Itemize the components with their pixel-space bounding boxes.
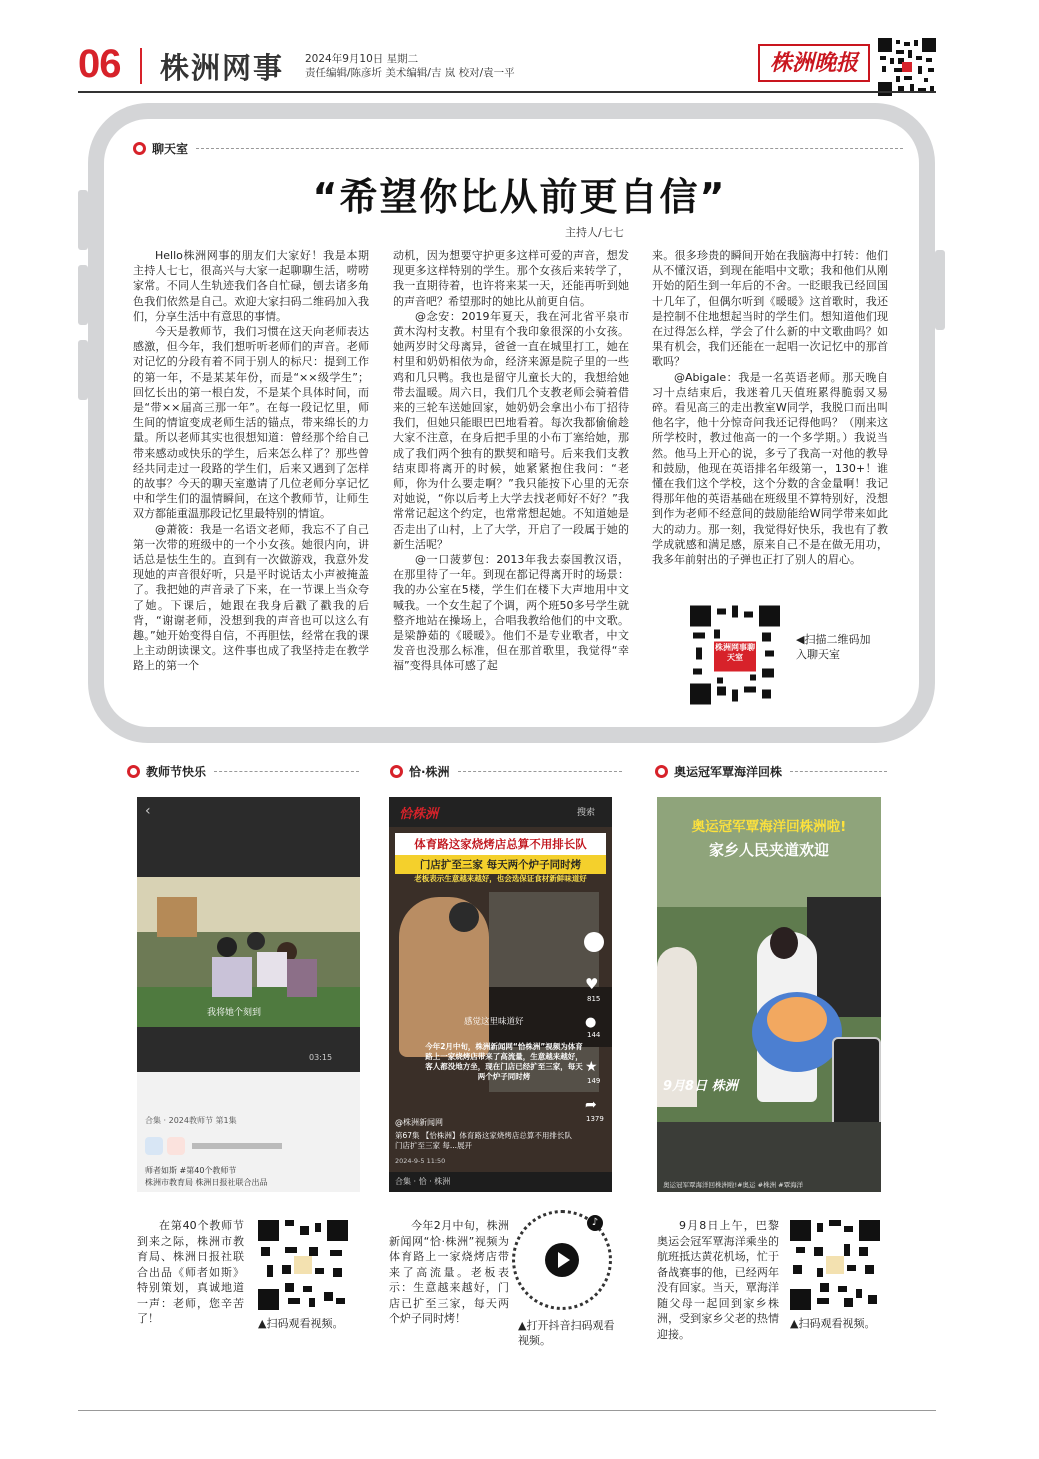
paragraph: @一口菠萝包：2013年我去泰国教汉语，在那里待了一年。到现在都记得离开时的场景：我的办公室在5楼，学生们在楼下大声地用中文喊我。一个女生起了个调，两个班50多号学生就整齐地站在操场上，合唱我教给他们的中文歌。是梁静茹的《暖暖》。他们不是专业歌者，中文发音也没那么标准，但在那首歌里，我觉得“幸福”变得具体可感了起: [393, 553, 629, 673]
qr-code-icon[interactable]: [878, 38, 936, 96]
section-tag-olympic: [655, 763, 887, 780]
footer-rule: [78, 1410, 936, 1411]
section-bullet-icon: [133, 142, 146, 155]
video-screenshot-olympic[interactable]: [657, 797, 881, 1192]
back-arrow-icon[interactable]: ‹: [145, 803, 151, 819]
emoji-icon[interactable]: [145, 1137, 163, 1155]
video-footer-tags: 师者如斯 #第40个教师节: [145, 1166, 237, 1175]
dashed-divider: [214, 771, 359, 772]
header-meta: [305, 52, 515, 80]
phone-side-button: [78, 265, 88, 325]
video-subtitle: 我将她个刻到: [207, 1008, 262, 1018]
paragraph: 动机，因为想要守护更多这样可爱的声音，想发现更多这样特别的学生。那个女孩后来转学了，我一直期待着，也许将来某一天，还能再听到她的声音吧？希望那时的她比从前更自信。: [393, 249, 629, 308]
page-number: 06: [78, 42, 121, 86]
section-bullet-icon: [127, 765, 140, 778]
emoji-icon[interactable]: [167, 1137, 185, 1155]
section-tag-label: 聊天室: [152, 142, 189, 156]
qr-code-icon[interactable]: [790, 1220, 880, 1310]
section-tag-teachers-day: [127, 763, 359, 780]
section-tag-label: 教师节快乐: [146, 765, 207, 779]
teachers-day-text: [137, 1218, 244, 1327]
video-screenshot-bbq[interactable]: [389, 797, 612, 1192]
video-subheadline: 家乡人民夹道欢迎: [708, 841, 829, 859]
video-footer-credit: 株洲市教育局 株洲日报社联合出品: [145, 1178, 268, 1187]
section-tag-label: 恰·株洲: [409, 765, 450, 779]
header-editors: 责任编辑/陈彦圻 美术编辑/吉 岚 校对/袁一平: [305, 67, 515, 79]
search-button[interactable]: 搜索: [577, 808, 596, 818]
newspaper-logo: 株洲晚报: [758, 44, 870, 82]
article-column-3: [652, 248, 888, 567]
video-overlay-caption: 今年2月中旬，株洲新闻网“恰株洲”视频为体育路上一家烧烤店带来了高流量，生意越来越好，客人都没地方坐，现在门店已经扩至三家，每天两个炉子同时烤: [425, 1042, 583, 1081]
share-count: 1379: [586, 1115, 604, 1123]
article-host: 主持人/七七: [565, 226, 624, 239]
phone-in-crowd: [832, 1037, 881, 1131]
tiktok-icon: ♪: [587, 1215, 603, 1231]
banner-headline: 体育路这家烧烤店总算不用排长队: [395, 833, 606, 855]
article-title: “希望你比从前更自信”: [312, 175, 727, 219]
chatroom-qr-caption: ◀扫描二维码加入聊天室: [796, 633, 871, 661]
play-icon[interactable]: [545, 1243, 579, 1277]
video-footer: 奥运冠军覃海洋回株洲啦!#奥运 #株洲 #覃海洋: [663, 1181, 804, 1189]
paragraph: 今天是教师节，我们习惯在这天向老师表达感激，但今年，我们想听听老师们的声音。老师对记忆的分段有着不同于别人的标尺：提到工作的第一年，不是某某年份，而是“××级学生”；回忆长出的第一根白发，不是某个具体时间，而是“带××届高三那一年”。在每一段记忆里，师生间的情谊变成老师生活的锚点，带来绵长的力量。所以老师其实也很想知道：曾经那个给自己带来感动或快乐的学生，后来怎么样了？那些曾经共同走过一段路的学生们，后来又遇到了怎样的故事？今天的聊天室邀请了几位老师分享记忆中和学生们的温情瞬间，在这个教师节，让师生双方都能重温那段记忆里最特别的情谊。: [133, 325, 369, 521]
channel-avatar[interactable]: [584, 932, 604, 952]
comment-placeholder-bar: [192, 1143, 282, 1149]
video-collection[interactable]: 合集 · 恰 · 株洲: [395, 1177, 451, 1186]
qr-label: 株洲网事聊天室: [715, 643, 755, 662]
comment-icon[interactable]: ●: [585, 1015, 597, 1030]
account-handle[interactable]: @株洲新闻网: [395, 1118, 443, 1127]
section-bullet-icon: [655, 765, 668, 778]
phone-side-button: [78, 340, 88, 400]
paragraph: 今年2月中旬，株洲新闻网“恰·株洲”视频为体育路上一家烧烤店带来了高流量。老板表示：生意越来越好，门店已扩至三家，每天两个炉子同时烤！: [389, 1219, 509, 1325]
share-icon[interactable]: ➦: [585, 1097, 597, 1113]
video-headline: 奥运冠军覃海洋回株洲啦!: [691, 819, 847, 835]
douyin-qr[interactable]: [512, 1210, 612, 1310]
header-separator: [140, 48, 142, 84]
paragraph: 来。很多珍贵的瞬间开始在我脑海中打转：他们从不懂汉语，到现在能唱中文歌；我和他们从刚开始的陌生到一年后的不舍。一眨眼我已经回国十几年了，但偶尔听到《暖暖》这首歌时，我还是控制不住地想起当时的学生们。想知道他们现在过得怎么样，学会了什么新的中文歌曲吗？如果有机会，我们还能在一起唱一次记忆中的那首歌吗？: [652, 249, 888, 369]
banner-subheadline: 门店扩至三家 每天两个炉子同时烤: [395, 855, 606, 874]
paragraph: 在第40个教师节到来之际，株洲市教育局、株洲日报社联合出品《师者如斯》特别策划，真诚地道一声：老师，您辛苦了！: [137, 1219, 244, 1325]
header-rule: [78, 91, 936, 93]
olympic-qr-caption: ▲扫码观看视频。: [790, 1317, 876, 1330]
video-overlay-text: 感觉这里味道好: [464, 1017, 524, 1027]
star-icon[interactable]: ★: [585, 1059, 598, 1075]
comment-count: 144: [587, 1031, 601, 1039]
dashed-divider: [196, 148, 903, 149]
like-count: 815: [587, 995, 601, 1003]
paragraph: @念安：2019年夏天，我在河北省平泉市黄木沟村支教。村里有个我印象很深的小女孩。她两岁时父母离异，爸爸一直在城里打工，她在村里和奶奶相依为命，经济来源是院子里的一些鸡和几只鸭。我也是留守儿童长大的，我想给她带去温暖。周六日，我们几个支教老师会骑着借来的三轮车送她回家，她奶奶会拿出小布丁招待我们，但她只能眼巴巴地看着。每次我都偷偷趁大家不注意，在身后把手里的小布丁塞给她，那成了我们两个独有的默契和暗号。后来我们支教结束即将离开的时候，她紧紧抱住我问：“老师，你为什么要走啊？”我只能按下心里的无奈对她说，“你以后考上大学去找老师好不好？”我常常记起这个约定，也常常想起她。不知道她是否走出了山村，上了大学，开启了一段属于她的新生活呢？: [393, 309, 629, 551]
app-brand: 恰株洲: [399, 807, 439, 822]
video-screenshot-teachers-day[interactable]: [137, 797, 360, 1192]
video-duration: 03:15: [309, 1053, 333, 1062]
header-date: 2024年9月10日 星期二: [305, 53, 419, 65]
section-tag-chat: [133, 140, 903, 157]
favorite-count: 149: [587, 1077, 601, 1085]
phone-side-button: [935, 250, 945, 330]
dashed-divider: [790, 771, 887, 772]
article-column-2: [393, 248, 629, 674]
paragraph: @萧筱：我是一名语文老师，我忘不了自己第一次带的班级中的一个小女孩。她很内向，讲话总是怯生生的。直到有一次做游戏，我意外发现她的声音很好听，只是平时说话太小声被掩盖了。我把她的声音录了下来，在一节课上当众夸了她。下课后，她跟在我身后戳了戳我的后背，“谢谢老师，没想到我的声音也可以这么有趣。”她开始变得自信，不再胆怯，经常在我的课上主动朗读课文。这件事也成了我坚持走在教学路上的第一个: [133, 522, 369, 673]
article-column-1: [133, 248, 369, 674]
section-name: 株洲网事: [160, 51, 285, 85]
teachers-day-qr-caption: ▲扫码观看视频。: [258, 1317, 344, 1330]
heart-icon[interactable]: ♥: [585, 975, 599, 993]
banner-tagline: 老板表示生意越来越好，也会选保证食材新鲜味道好: [414, 874, 587, 883]
paragraph: Hello株洲网事的朋友们大家好！我是本期主持人七七，很高兴与大家一起聊聊生活，唠唠家常。不同人生轨迹我们各自忙碌，刨去诸多角色我们依然是自己。欢迎大家扫码二维码加入我们，分享生活中有意思的事情。: [133, 249, 369, 323]
video-collection[interactable]: 合集 · 2024教师节 第1集: [145, 1116, 237, 1125]
section-tag-label: 奥运冠军覃海洋回株: [674, 765, 783, 779]
episode-description[interactable]: 第67集 【恰株洲】体育路这家烧烤店总算不用排长队门店扩至三家 每...展开: [395, 1131, 572, 1150]
bbq-text: [389, 1218, 509, 1327]
video-date-overlay: 9月8日 株洲: [663, 1079, 738, 1094]
paragraph: 9月8日上午，巴黎奥运会冠军覃海洋乘坐的航班抵达黄花机场，忙于备战赛事的他，已经两年没有回家。当天，覃海洋随父母一起回到家乡株洲，受到家乡父老的热情迎接。: [657, 1219, 779, 1341]
dashed-divider: [458, 771, 622, 772]
chatroom-qr[interactable]: [690, 605, 780, 705]
qr-code-icon[interactable]: [258, 1220, 348, 1310]
classroom-photo: [137, 877, 360, 1027]
section-bullet-icon: [390, 765, 403, 778]
bbq-qr-caption: ▲打开抖音扫码观看视频。: [518, 1319, 615, 1347]
paragraph: @Abigale：我是一名英语老师。那天晚自习十点结束后，我迷着几天值班累得脆弱又易碎。看见高三的走出教室W同学，我脱口而出叫他名字，他十分惊奇问我还记得他吗？（刚来这所学校时，教过他高一的一个多学期。）我说当然。他马上开心的说，多亏了我高一对他的教导和鼓励，他现在英语排名年级第一，130+！谁懂在我们这个学校，这个分数的含金量啊！我记得那年他的英语基础在班级里不算特别好，没想到作为老师不经意间的鼓励能给W同学带来如此大的动力。那一刻，我觉得好快乐，我也有了教学成就感和满足感，原来自己不是在做无用功，我多年前射出的子弹也正打了别人的眉心。: [652, 370, 888, 567]
olympic-text: [657, 1218, 779, 1342]
section-tag-qia-zhuzhou: [390, 763, 622, 780]
post-date: 2024-9-5 11:50: [395, 1157, 446, 1165]
